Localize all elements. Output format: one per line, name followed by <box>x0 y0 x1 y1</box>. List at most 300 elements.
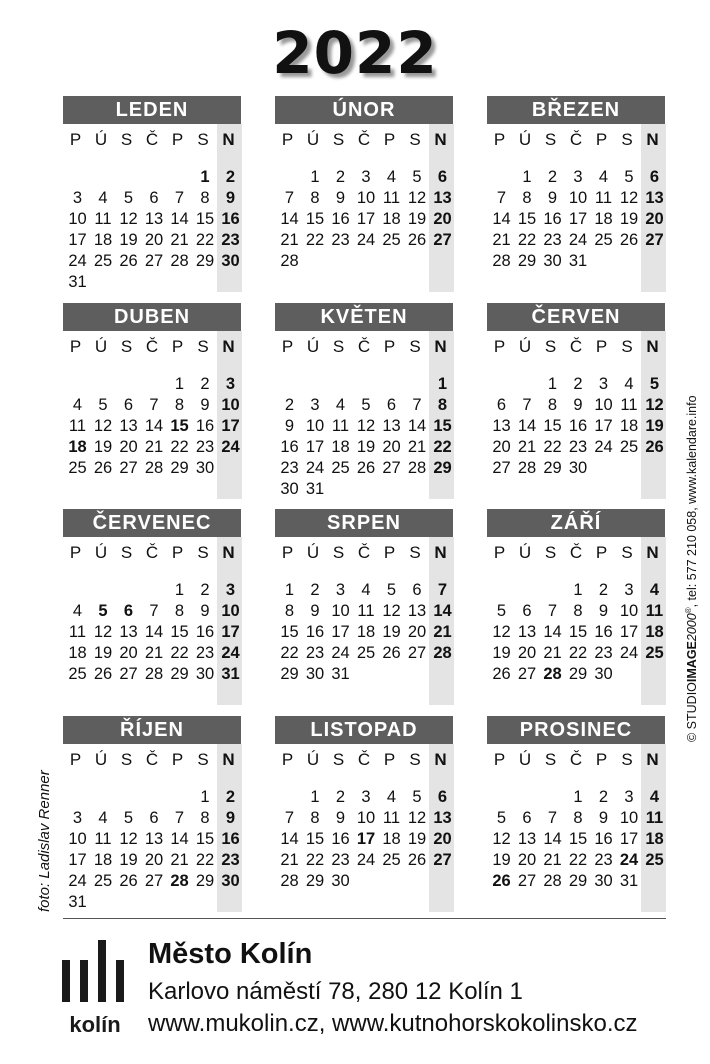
day-cell: 16 <box>331 830 350 848</box>
day-cell: 8 <box>573 602 583 620</box>
day-cell: 2 <box>225 168 236 186</box>
day-cell: 28 <box>144 459 164 477</box>
weekday-label: P <box>69 750 82 769</box>
day-cell: 5 <box>412 788 422 806</box>
day-cell: 16 <box>195 623 215 641</box>
weekday-label: P <box>383 337 396 356</box>
day-cell: 26 <box>93 459 113 477</box>
day-cell: 11 <box>331 417 350 435</box>
day-cell: 1 <box>200 788 210 806</box>
day-cell: 20 <box>645 210 664 228</box>
day-cell: 21 <box>170 231 189 249</box>
logo-bar-3 <box>98 940 106 1002</box>
weekday-label: P <box>493 337 506 356</box>
day-cell: 18 <box>68 438 87 456</box>
day-cell: 2 <box>547 168 558 186</box>
day-cell: 27 <box>645 231 664 249</box>
day-cell: 22 <box>195 851 215 869</box>
day-cell: 17 <box>68 231 87 249</box>
day-cell: 7 <box>522 396 532 414</box>
day-cell: 20 <box>119 644 138 662</box>
day-cell: 31 <box>331 665 350 683</box>
day-cell: 20 <box>407 623 427 641</box>
weekday-label: Ú <box>94 543 108 562</box>
day-cell: 2 <box>335 788 346 806</box>
weekday-label: N <box>434 750 447 769</box>
day-cell: 1 <box>573 788 583 806</box>
day-cell: 9 <box>547 189 558 207</box>
day-cell: 28 <box>407 459 427 477</box>
day-cell: 14 <box>433 602 452 620</box>
copyright-brand: IMAGE <box>685 641 700 683</box>
day-cell: 14 <box>543 830 562 848</box>
day-cell: 29 <box>568 665 588 683</box>
day-cell: 11 <box>645 809 664 827</box>
day-cell: 23 <box>568 438 588 456</box>
day-cell: 29 <box>280 665 299 683</box>
day-cell: 24 <box>619 644 639 662</box>
day-cell: 10 <box>619 809 639 827</box>
day-cell: 29 <box>568 872 588 890</box>
day-cell: 18 <box>645 830 664 848</box>
day-cell: 28 <box>492 252 511 270</box>
day-cell: 11 <box>620 396 638 414</box>
day-cell: 9 <box>225 189 236 207</box>
day-cell: 20 <box>382 438 401 456</box>
day-cell: 3 <box>72 809 83 827</box>
day-cell: 29 <box>195 252 215 270</box>
day-cell: 5 <box>386 581 397 599</box>
day-cell: 1 <box>284 581 295 599</box>
day-cell: 26 <box>119 872 138 890</box>
day-cell: 26 <box>407 851 427 869</box>
day-cell: 12 <box>645 396 664 414</box>
day-cell: 1 <box>547 375 558 393</box>
day-cell: 8 <box>573 809 583 827</box>
day-cell: 13 <box>407 602 427 620</box>
day-cell: 26 <box>492 665 511 683</box>
day-cell: 25 <box>68 665 87 683</box>
weekday-label: S <box>409 543 421 562</box>
day-cell: 29 <box>517 252 537 270</box>
weekday-label: Č <box>357 750 371 769</box>
city-name: Město Kolín <box>148 938 313 970</box>
day-cell: 12 <box>407 189 427 207</box>
weekday-label: N <box>434 337 447 356</box>
day-cell: 4 <box>624 375 634 393</box>
weekday-label: N <box>222 130 235 149</box>
day-cell: 19 <box>93 438 113 456</box>
day-cell: 20 <box>119 438 138 456</box>
day-cell: 20 <box>144 231 164 249</box>
day-cell: 6 <box>386 396 397 414</box>
city-address: Karlovo náměstí 78, 280 12 Kolín 1 <box>148 978 523 1005</box>
day-cell: 7 <box>149 396 159 414</box>
weekday-label: Ú <box>518 543 532 562</box>
weekday-label: S <box>332 543 345 562</box>
day-cell: 14 <box>170 830 189 848</box>
weekday-label: P <box>383 543 396 562</box>
day-cell: 12 <box>492 830 511 848</box>
day-cell: 28 <box>144 665 164 683</box>
day-cell: 14 <box>407 417 427 435</box>
logo-bar-4 <box>116 960 124 1002</box>
day-cell: 13 <box>433 189 452 207</box>
day-cell: 1 <box>437 375 448 393</box>
day-cell: 26 <box>407 231 427 249</box>
day-cell: 27 <box>492 459 511 477</box>
month-title: ŘÍJEN <box>63 716 241 744</box>
day-cell: 4 <box>649 581 660 599</box>
day-cell: 22 <box>305 851 325 869</box>
day-cell: 10 <box>356 189 376 207</box>
day-cell: 27 <box>407 644 427 662</box>
day-cell: 7 <box>547 809 558 827</box>
month-title: SRPEN <box>275 509 453 537</box>
day-cell: 5 <box>361 396 371 414</box>
month-prosinec <box>487 716 665 912</box>
day-cell: 19 <box>382 623 401 641</box>
day-cell: 14 <box>517 417 537 435</box>
day-cell: 6 <box>437 788 448 806</box>
day-cell: 7 <box>496 189 507 207</box>
day-cell: 7 <box>284 809 295 827</box>
day-cell: 23 <box>305 644 325 662</box>
logo-bar-2 <box>80 960 88 1002</box>
weekday-label: S <box>197 750 209 769</box>
copyright-brand-year: 2000 <box>685 613 700 642</box>
weekday-label: N <box>646 543 659 562</box>
weekday-label: Č <box>357 337 371 356</box>
day-cell: 11 <box>94 830 112 848</box>
day-cell: 27 <box>119 665 138 683</box>
day-cell: 12 <box>119 830 138 848</box>
day-cell: 28 <box>170 252 189 270</box>
day-cell: 14 <box>144 417 164 435</box>
day-cell: 19 <box>356 438 376 456</box>
weekday-label: P <box>69 337 82 356</box>
day-cell: 30 <box>221 872 240 890</box>
day-cell: 12 <box>619 189 639 207</box>
day-cell: 1 <box>310 788 320 806</box>
day-cell: 28 <box>433 644 452 662</box>
city-websites[interactable]: www.mukolin.cz, www.kutnohorskokolinsko.cz <box>148 1010 638 1037</box>
weekday-label: P <box>383 750 396 769</box>
weekday-label: P <box>281 337 294 356</box>
day-cell: 10 <box>356 809 376 827</box>
weekday-label: S <box>332 750 345 769</box>
weekday-label: N <box>222 337 235 356</box>
day-cell: 26 <box>382 644 401 662</box>
day-cell: 15 <box>170 417 189 435</box>
day-cell: 16 <box>195 417 215 435</box>
day-cell: 22 <box>170 644 189 662</box>
weekday-label: P <box>171 130 184 149</box>
day-cell: 2 <box>200 581 210 599</box>
day-cell: 8 <box>437 396 448 414</box>
weekday-label: S <box>197 130 209 149</box>
day-cell: 26 <box>492 872 511 890</box>
day-cell: 16 <box>305 623 325 641</box>
weekday-label: P <box>171 750 184 769</box>
day-cell: 3 <box>335 581 346 599</box>
day-cell: 8 <box>522 189 532 207</box>
month-title: ZÁŘÍ <box>487 509 665 537</box>
day-cell: 15 <box>568 623 588 641</box>
month-červen <box>487 303 665 499</box>
day-cell: 4 <box>335 396 346 414</box>
day-cell: 6 <box>123 602 134 620</box>
weekday-label: S <box>120 130 133 149</box>
day-cell: 22 <box>568 851 588 869</box>
day-cell: 30 <box>331 872 350 890</box>
day-cell: 15 <box>433 417 452 435</box>
weekday-label: P <box>69 130 82 149</box>
day-cell: 27 <box>517 665 537 683</box>
day-cell: 31 <box>619 872 639 890</box>
day-cell: 11 <box>382 189 401 207</box>
month-říjen <box>63 716 241 912</box>
month-title: BŘEZEN <box>487 96 665 124</box>
footer-divider <box>63 918 666 919</box>
day-cell: 1 <box>573 581 583 599</box>
day-cell: 23 <box>331 231 350 249</box>
weekday-label: S <box>544 337 557 356</box>
weekday-label: P <box>493 750 506 769</box>
weekday-label: S <box>197 543 209 562</box>
day-cell: 26 <box>93 665 113 683</box>
day-cell: 2 <box>284 396 295 414</box>
day-cell: 17 <box>221 417 240 435</box>
day-cell: 20 <box>144 851 164 869</box>
weekday-label: Ú <box>306 337 320 356</box>
day-cell: 15 <box>170 623 189 641</box>
day-cell: 6 <box>412 581 422 599</box>
day-cell: 9 <box>335 809 346 827</box>
month-květen <box>275 303 453 499</box>
day-cell: 22 <box>195 231 215 249</box>
day-cell: 9 <box>200 602 210 620</box>
day-cell: 10 <box>619 602 639 620</box>
day-cell: 24 <box>68 252 87 270</box>
day-cell: 25 <box>382 851 401 869</box>
day-cell: 30 <box>221 252 240 270</box>
day-cell: 9 <box>573 396 583 414</box>
day-cell: 25 <box>594 231 613 249</box>
weekday-label: S <box>409 130 421 149</box>
day-cell: 28 <box>543 665 562 683</box>
day-cell: 21 <box>517 438 537 456</box>
day-cell: 19 <box>407 210 427 228</box>
day-cell: 10 <box>68 210 87 228</box>
day-cell: 3 <box>573 168 583 186</box>
day-cell: 28 <box>280 872 299 890</box>
day-cell: 10 <box>221 602 240 620</box>
day-cell: 17 <box>619 830 639 848</box>
weekday-label: P <box>171 543 184 562</box>
weekday-label: S <box>409 750 421 769</box>
day-cell: 5 <box>496 809 507 827</box>
day-cell: 25 <box>645 851 664 869</box>
day-cell: 8 <box>200 189 210 207</box>
weekday-label: N <box>434 130 447 149</box>
day-cell: 9 <box>284 417 295 435</box>
weekday-label: S <box>332 337 345 356</box>
weekday-label: S <box>621 130 633 149</box>
day-cell: 21 <box>407 438 427 456</box>
day-cell: 6 <box>149 189 159 207</box>
day-cell: 29 <box>543 459 562 477</box>
copyright-prefix: © STUDIO <box>685 682 700 742</box>
day-cell: 16 <box>221 210 240 228</box>
weekday-label: S <box>621 750 633 769</box>
day-cell: 5 <box>412 168 422 186</box>
weekday-label: N <box>434 543 447 562</box>
day-cell: 8 <box>310 809 320 827</box>
day-cell: 10 <box>331 602 350 620</box>
weekday-label: Ú <box>306 543 320 562</box>
weekday-label: S <box>544 750 557 769</box>
weekday-label: P <box>383 130 396 149</box>
day-cell: 22 <box>568 644 588 662</box>
day-cell: 3 <box>225 581 236 599</box>
day-cell: 10 <box>68 830 87 848</box>
day-cell: 23 <box>221 851 240 869</box>
day-cell: 31 <box>221 665 240 683</box>
month-title: ČERVENEC <box>63 509 241 537</box>
day-cell: 17 <box>305 438 325 456</box>
weekday-label: Č <box>145 130 159 149</box>
day-cell: 22 <box>170 438 189 456</box>
day-cell: 4 <box>98 809 108 827</box>
day-cell: 28 <box>543 872 562 890</box>
day-cell: 21 <box>170 851 189 869</box>
day-cell: 17 <box>594 417 613 435</box>
day-cell: 24 <box>594 438 613 456</box>
day-cell: 1 <box>522 168 532 186</box>
day-cell: 14 <box>144 623 164 641</box>
weekday-label: Ú <box>306 750 320 769</box>
month-září <box>487 509 665 705</box>
day-cell: 15 <box>280 623 299 641</box>
day-cell: 21 <box>433 623 452 641</box>
day-cell: 25 <box>68 459 87 477</box>
weekday-label: S <box>621 543 633 562</box>
day-cell: 20 <box>433 210 452 228</box>
day-cell: 15 <box>195 830 215 848</box>
day-cell: 19 <box>119 851 138 869</box>
day-cell: 18 <box>93 851 113 869</box>
day-cell: 18 <box>93 231 113 249</box>
day-cell: 17 <box>356 210 376 228</box>
day-cell: 21 <box>280 851 299 869</box>
day-cell: 18 <box>331 438 350 456</box>
day-cell: 9 <box>598 809 609 827</box>
weekday-label: P <box>493 130 506 149</box>
day-cell: 8 <box>200 809 210 827</box>
day-cell: 25 <box>619 438 639 456</box>
weekday-label: Č <box>357 130 371 149</box>
day-cell: 2 <box>335 168 346 186</box>
day-cell: 11 <box>68 417 87 435</box>
weekday-label: Ú <box>306 130 320 149</box>
weekday-label: S <box>120 337 133 356</box>
day-cell: 18 <box>645 623 664 641</box>
day-cell: 20 <box>517 644 537 662</box>
day-cell: 23 <box>594 851 613 869</box>
day-cell: 5 <box>649 375 660 393</box>
day-cell: 9 <box>200 396 210 414</box>
day-cell: 12 <box>119 210 138 228</box>
day-cell: 6 <box>522 602 532 620</box>
month-březen <box>487 96 665 292</box>
weekday-label: P <box>69 543 82 562</box>
day-cell: 22 <box>517 231 537 249</box>
day-cell: 7 <box>174 189 185 207</box>
day-cell: 9 <box>598 602 609 620</box>
weekday-label: Č <box>569 750 583 769</box>
kolin-logo <box>60 936 130 1046</box>
weekday-label: S <box>332 130 345 149</box>
day-cell: 15 <box>543 417 562 435</box>
day-cell: 3 <box>361 168 371 186</box>
day-cell: 10 <box>305 417 325 435</box>
weekday-label: Č <box>145 750 159 769</box>
day-cell: 31 <box>305 480 325 498</box>
day-cell: 30 <box>195 459 215 477</box>
day-cell: 3 <box>361 788 371 806</box>
day-cell: 2 <box>598 788 609 806</box>
day-cell: 16 <box>568 417 588 435</box>
day-cell: 4 <box>72 396 83 414</box>
day-cell: 19 <box>645 417 664 435</box>
day-cell: 27 <box>382 459 401 477</box>
weekday-label: N <box>222 750 235 769</box>
day-cell: 30 <box>195 665 215 683</box>
day-cell: 23 <box>195 438 215 456</box>
day-cell: 27 <box>144 872 164 890</box>
day-cell: 9 <box>335 189 346 207</box>
month-title: ÚNOR <box>275 96 453 124</box>
day-cell: 17 <box>568 210 588 228</box>
day-cell: 6 <box>149 809 159 827</box>
month-title: DUBEN <box>63 303 241 331</box>
day-cell: 13 <box>119 623 138 641</box>
weekday-label: S <box>544 130 557 149</box>
day-cell: 19 <box>492 851 511 869</box>
day-cell: 16 <box>331 210 350 228</box>
day-cell: 31 <box>68 893 87 911</box>
logo-text: kolín <box>69 1012 121 1037</box>
day-cell: 12 <box>492 623 511 641</box>
day-cell: 18 <box>594 210 613 228</box>
day-cell: 11 <box>68 623 87 641</box>
day-cell: 3 <box>225 375 236 393</box>
day-cell: 27 <box>433 231 452 249</box>
day-cell: 2 <box>200 375 210 393</box>
weekday-label: P <box>493 543 506 562</box>
day-cell: 15 <box>305 830 325 848</box>
day-cell: 19 <box>407 830 427 848</box>
day-cell: 7 <box>437 581 448 599</box>
day-cell: 20 <box>517 851 537 869</box>
day-cell: 14 <box>280 210 299 228</box>
day-cell: 11 <box>382 809 401 827</box>
day-cell: 30 <box>280 480 299 498</box>
day-cell: 1 <box>174 581 185 599</box>
weekday-label: Ú <box>94 750 108 769</box>
day-cell: 7 <box>547 602 558 620</box>
